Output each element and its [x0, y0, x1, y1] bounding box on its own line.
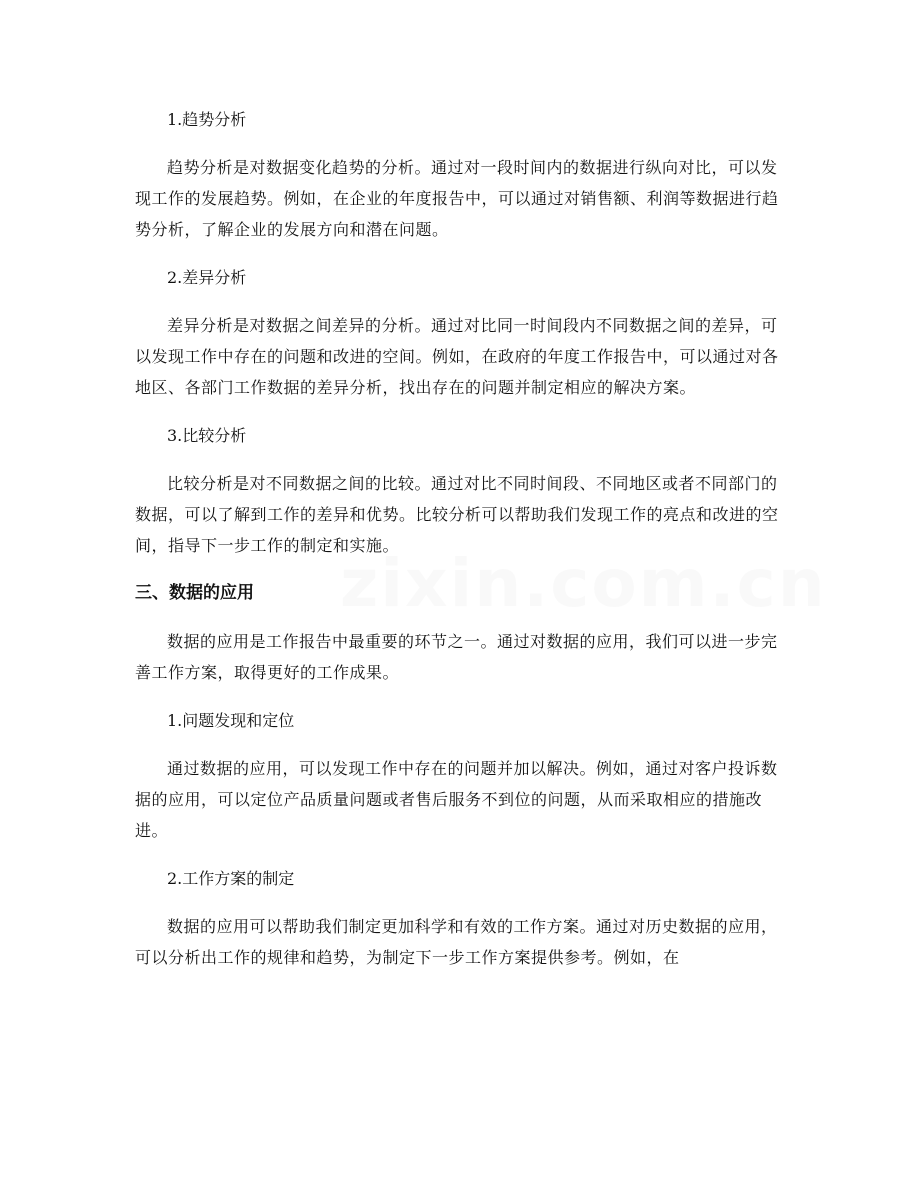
paragraph-difference-analysis: 差异分析是对数据之间差异的分析。通过对比同一时间段内不同数据之间的差异，可以发现工作中存在的问题和改进的空间。例如，在政府的年度工作报告中，可以通过对各地区、各部门工作数据的差异分析，找出存在的问题并制定相应的解决方案。 [135, 316, 779, 397]
section-title-data-application: 三、数据的应用 [135, 583, 254, 603]
paragraph-data-application: 数据的应用是工作报告中最重要的环节之一。通过对数据的应用，我们可以进一步完善工作方案，取得更好的工作成果。 [135, 632, 778, 682]
subheading-trend-analysis: 1.趋势分析 [167, 110, 247, 129]
paragraph-work-plan: 数据的应用可以帮助我们制定更加科学和有效的工作方案。通过对历史数据的应用，可以分析出工作的规律和趋势，为制定下一步工作方案提供参考。例如，在 [135, 917, 778, 967]
paragraph-trend-analysis: 趋势分析是对数据变化趋势的分析。通过对一段时间内的数据进行纵向对比，可以发现工作的发展趋势。例如，在企业的年度报告中，可以通过对销售额、利润等数据进行趋势分析，了解企业的发展方向和潜在问题。 [135, 158, 779, 239]
paragraph-problem-discovery: 通过数据的应用，可以发现工作中存在的问题并加以解决。例如，通过对客户投诉数据的应用，可以定位产品质量问题或者售后服务不到位的问题，从而采取相应的措施改进。 [135, 759, 778, 840]
document-body [135, 104, 787, 990]
subheading-difference-analysis: 2.差异分析 [167, 268, 247, 287]
subheading-comparison-analysis: 3.比较分析 [167, 426, 247, 445]
paragraph-comparison-analysis: 比较分析是对不同数据之间的比较。通过对比不同时间段、不同地区或者不同部门的数据，可以了解到工作的差异和优势。比较分析可以帮助我们发现工作的亮点和改进的空间，指导下一步工作的制定和实施。 [135, 474, 779, 555]
watermark: zixin.com.cn [340, 545, 827, 622]
subheading-problem-discovery: 1.问题发现和定位 [167, 711, 295, 730]
subheading-work-plan: 2.工作方案的制定 [167, 869, 295, 888]
